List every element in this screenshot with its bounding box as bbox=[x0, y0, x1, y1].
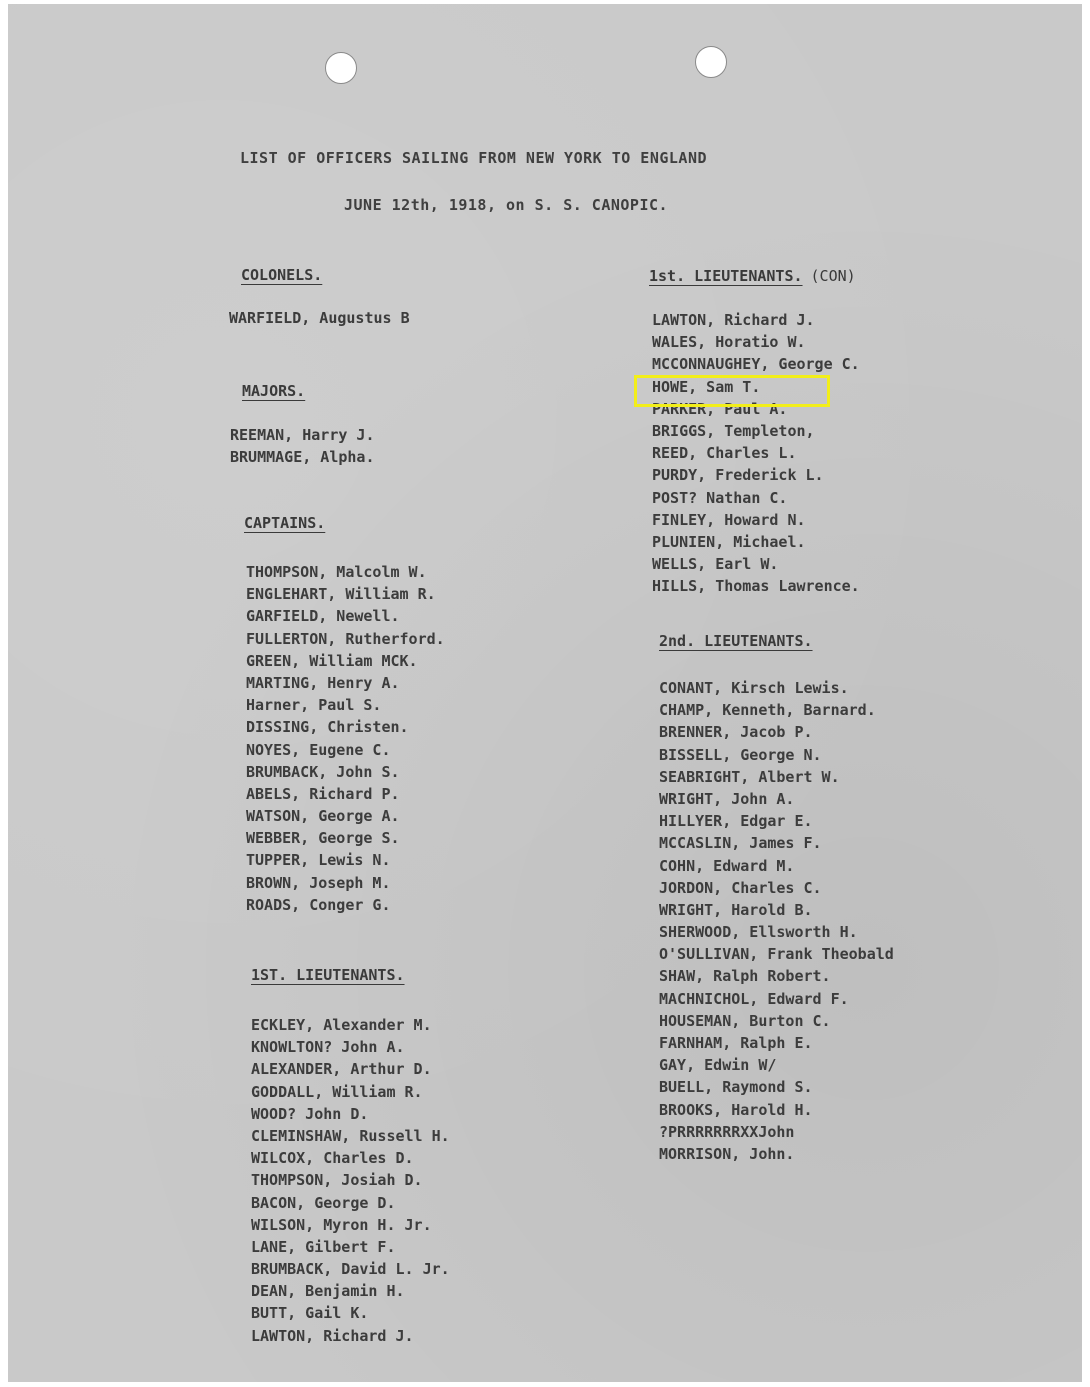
list-item: JORDON, Charles C. bbox=[659, 878, 822, 897]
list-item: BRUMBACK, David L. Jr. bbox=[251, 1260, 450, 1279]
list-item: BACON, George D. bbox=[251, 1193, 396, 1212]
continued-label: (CON) bbox=[810, 267, 856, 285]
list-item: MACHNICHOL, Edward F. bbox=[659, 989, 849, 1008]
list-item: MCCASLIN, James F. bbox=[659, 834, 822, 853]
list-item: WRIGHT, John A. bbox=[659, 789, 795, 808]
list-item: WILSON, Myron H. Jr. bbox=[251, 1215, 432, 1234]
list-item: Harner, Paul S. bbox=[246, 696, 382, 715]
list-item: BRUMBACK, John S. bbox=[246, 762, 400, 781]
list-item: MORRISON, John. bbox=[659, 1144, 795, 1163]
majors-list bbox=[230, 424, 375, 468]
list-item: DEAN, Benjamin H. bbox=[251, 1282, 405, 1301]
list-item: ABELS, Richard P. bbox=[246, 784, 400, 803]
second-lieutenants-list bbox=[659, 677, 894, 1165]
first-lieutenants-list bbox=[251, 1014, 450, 1347]
list-item: DISSING, Christen. bbox=[246, 718, 409, 737]
list-item: GARFIELD, Newell. bbox=[246, 607, 400, 626]
list-item: KNOWLTON? John A. bbox=[251, 1038, 405, 1057]
list-item-highlighted: HOWE, Sam T. bbox=[652, 377, 761, 396]
list-item: GREEN, William MCK. bbox=[246, 651, 418, 670]
list-item: GODDALL, William R. bbox=[251, 1082, 423, 1101]
list-item: LAWTON, Richard J. bbox=[251, 1326, 414, 1345]
list-item: BROOKS, Harold H. bbox=[659, 1100, 813, 1119]
section-title-first-lieutenants-cont bbox=[649, 267, 856, 285]
section-title-text: 1st. LIEUTENANTS. bbox=[649, 267, 803, 285]
list-item: MARTING, Henry A. bbox=[246, 673, 400, 692]
list-item: WATSON, George A. bbox=[246, 807, 400, 826]
document-subtitle: JUNE 12th, 1918, on S. S. CANOPIC. bbox=[344, 196, 669, 214]
list-item: BRENNER, Jacob P. bbox=[659, 723, 813, 742]
list-item: PLUNIEN, Michael. bbox=[652, 532, 806, 551]
document-title: LIST OF OFFICERS SAILING FROM NEW YORK TO ENGLAND bbox=[240, 149, 708, 167]
list-item: HILLYER, Edgar E. bbox=[659, 812, 813, 831]
document-page bbox=[8, 4, 1082, 1382]
section-title-second-lieutenants: 2nd. LIEUTENANTS. bbox=[659, 632, 813, 650]
list-item: REEMAN, Harry J. bbox=[230, 426, 375, 444]
list-item: GAY, Edwin W/ bbox=[659, 1056, 777, 1075]
section-title-majors: MAJORS. bbox=[242, 382, 306, 400]
list-item: WRIGHT, Harold B. bbox=[659, 900, 813, 919]
section-title-captains: CAPTAINS. bbox=[244, 514, 326, 532]
list-item: BISSELL, George N. bbox=[659, 745, 822, 764]
list-item: WELLS, Earl W. bbox=[652, 555, 779, 574]
list-item: CONANT, Kirsch Lewis. bbox=[659, 679, 849, 697]
list-item: ?PRRRRRRRXXJohn bbox=[659, 1122, 795, 1141]
list-item: BUELL, Raymond S. bbox=[659, 1078, 813, 1097]
list-item: PARKER, Paul A. bbox=[652, 399, 788, 418]
list-item: BRIGGS, Templeton, bbox=[652, 421, 815, 440]
list-item: MCCONNAUGHEY, George C. bbox=[652, 355, 860, 374]
list-item: WEBBER, George S. bbox=[246, 829, 400, 848]
list-item: THOMPSON, Josiah D. bbox=[251, 1171, 423, 1190]
list-item: ALEXANDER, Arthur D. bbox=[251, 1060, 432, 1079]
list-item: NOYES, Eugene C. bbox=[246, 740, 391, 759]
list-item: HOUSEMAN, Burton C. bbox=[659, 1011, 831, 1030]
list-item: COHN, Edward M. bbox=[659, 856, 795, 875]
punch-hole-right bbox=[695, 46, 727, 78]
highlight-box bbox=[634, 375, 830, 407]
list-item: TUPPER, Lewis N. bbox=[246, 851, 391, 870]
list-item: WOOD? John D. bbox=[251, 1104, 369, 1123]
list-item: FINLEY, Howard N. bbox=[652, 510, 806, 529]
list-item: REED, Charles L. bbox=[652, 444, 797, 463]
list-item: BUTT, Gail K. bbox=[251, 1304, 369, 1323]
list-item: LANE, Gilbert F. bbox=[251, 1237, 396, 1256]
list-item: WALES, Horatio W. bbox=[652, 333, 806, 352]
list-item: THOMPSON, Malcolm W. bbox=[246, 563, 427, 581]
section-title-first-lieutenants: 1ST. LIEUTENANTS. bbox=[251, 966, 405, 984]
list-item: ROADS, Conger G. bbox=[246, 895, 391, 914]
list-item: HILLS, Thomas Lawrence. bbox=[652, 577, 860, 596]
list-item: PURDY, Frederick L. bbox=[652, 466, 824, 485]
list-item: CHAMP, Kenneth, Barnard. bbox=[659, 701, 876, 720]
list-item: BROWN, Joseph M. bbox=[246, 873, 391, 892]
list-item: SHERWOOD, Ellsworth H. bbox=[659, 923, 858, 942]
list-item: SEABRIGHT, Albert W. bbox=[659, 767, 840, 786]
list-item: O'SULLIVAN, Frank Theobald bbox=[659, 945, 894, 964]
section-title-colonels: COLONELS. bbox=[241, 266, 323, 284]
list-item: FARNHAM, Ralph E. bbox=[659, 1034, 813, 1052]
list-item: ECKLEY, Alexander M. bbox=[251, 1016, 432, 1034]
list-item: WILCOX, Charles D. bbox=[251, 1149, 414, 1168]
punch-hole-left bbox=[325, 52, 357, 84]
list-item: BRUMMAGE, Alpha. bbox=[230, 448, 375, 467]
list-item: LAWTON, Richard J. bbox=[652, 311, 815, 329]
list-item: SHAW, Ralph Robert. bbox=[659, 967, 831, 986]
list-item: POST? Nathan C. bbox=[652, 488, 788, 507]
list-item: CLEMINSHAW, Russell H. bbox=[251, 1126, 450, 1145]
colonel-entry: WARFIELD, Augustus B bbox=[229, 309, 410, 327]
list-item: FULLERTON, Rutherford. bbox=[246, 629, 445, 648]
captains-list bbox=[246, 561, 445, 916]
first-lieutenants-cont-list bbox=[652, 309, 860, 597]
list-item: ENGLEHART, William R. bbox=[246, 585, 436, 604]
